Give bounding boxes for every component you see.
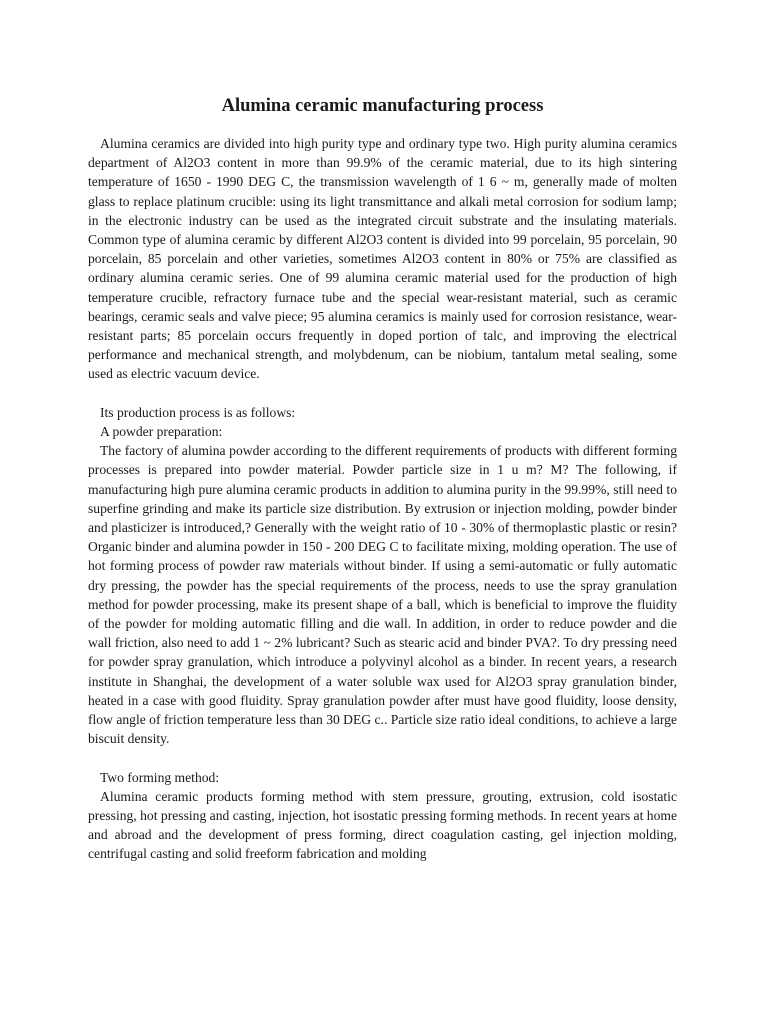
document-body <box>88 134 677 864</box>
paragraph-alumina-types: Alumina ceramics are divided into high purity type and ordinary type two. High purity alumina ceramics department of Al2O3 content in more than 99.9% of the ceramic material, due to its high sintering temperature of 1650 - 1990 DEG C, the transmission wavelength of 1 6 ~ m, generally made of molten glass to replace platinum crucible: using its light transmittance and alkali metal corrosion for sodium lamp; in the electronic industry can be used as the integrated circuit substrate and the insulating materials. Common type of alumina ceramic by different Al2O3 content is divided into 99 porcelain, 95 porcelain, 90 porcelain, 85 porcelain and other varieties, sometimes Al2O3 content in 80% or 75% are classified as ordinary alumina ceramic series. One of 99 alumina ceramic material used for the production of high temperature crucible, refractory furnace tube and the special wear-resistant material, such as ceramic bearings, ceramic seals and valve piece; 95 alumina ceramics is mainly used for corrosion resistance, wear-resistant parts; 85 porcelain occurs frequently in doped portion of talc, and improving the electrical performance and mechanical strength, and molybdenum, can be niobium, tantalum metal sealing, some used as electric vacuum device. <box>88 136 677 382</box>
paragraph-process-intro: Its production process is as follows: <box>100 404 296 420</box>
document-page <box>88 0 677 1024</box>
paragraph-gap <box>88 384 677 403</box>
heading-powder-preparation: A powder preparation: <box>100 424 223 440</box>
paragraph-powder-preparation: The factory of alumina powder according to the different requirements of products with different forming processes is prepared into powder material. Powder particle size in 1 u m? M? The following, if manufacturing high pure alumina ceramic products in addition to alumina purity in the 99.99%, still need to superfine grinding and make its particle size distribution. By extrusion or injection molding, powder binder and plasticizer is introduced,? Generally with the weight ratio of 10 - 30% of thermoplastic plastic or resin? Organic binder and alumina powder in 150 - 200 DEG C to facilitate mixing, molding operation. The use of hot forming process of powder raw materials without binder. If using a semi-automatic or fully automatic dry pressing, the powder has the special requirements of the process, needs to use the spray granulation method for powder processing, make its present shape of a ball, which is beneficial to improve the fluidity of the powder for molding automatic filling and die wall. In addition, in order to reduce powder and die wall friction, also need to add 1 ~ 2% lubricant? Such as stearic acid and binder PVA?. To dry pressing need for powder spray granulation, which introduce a polyvinyl alcohol as a binder. In recent years, a research institute in Shanghai, the development of a water soluble wax used for Al2O3 spray granulation binder, heated in a case with good fluidity. Spray granulation powder after must have good fluidity, loose density, flow angle of friction temperature less than 30 DEG c.. Particle size ratio ideal conditions, to achieve a large biscuit density. <box>88 443 677 747</box>
paragraph-gap <box>88 748 677 767</box>
heading-forming-method: Two forming method: <box>100 769 220 785</box>
document-title: Alumina ceramic manufacturing process <box>221 96 544 116</box>
paragraph-forming-method: Alumina ceramic products forming method with stem pressure, grouting, extrusion, cold isostatic pressing, hot pressing and casting, injection, hot isostatic pressing forming methods. In recent years at home and abroad and the development of press forming, direct coagulation casting, gel injection molding, centrifugal casting and solid freeform fabrication and molding <box>88 788 677 862</box>
